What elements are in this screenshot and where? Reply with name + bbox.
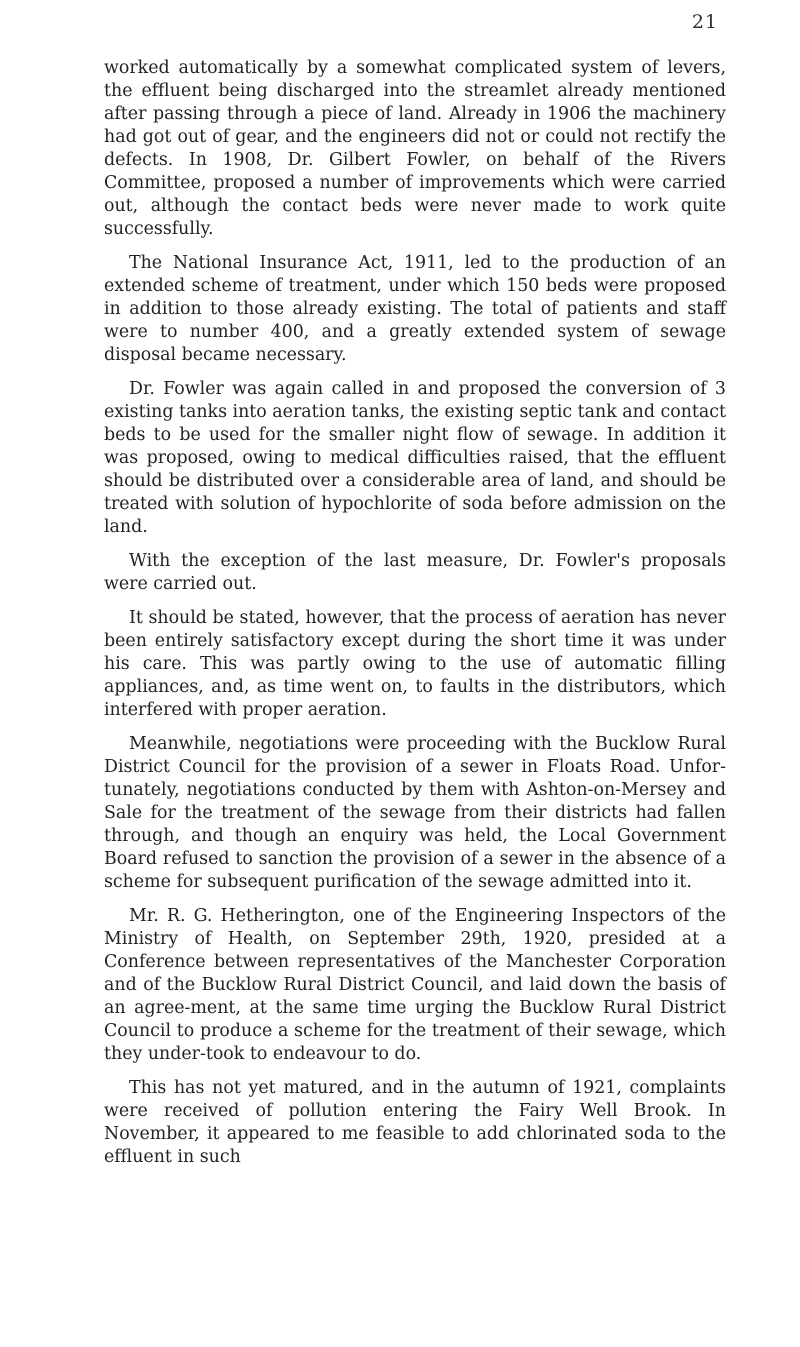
- paragraph-2: The National Insurance Act, 1911, led to the production of an extended scheme of treatment, under which 150 beds were proposed in addition to those already existing. The total of patients and staff were to number 400, and a greatly extended system of sewage disposal became necessary.: [104, 253, 726, 365]
- body-text: [104, 57, 726, 1180]
- paragraph-3: Dr. Fowler was again called in and proposed the conversion of 3 existing tanks into aeration tanks, the existing septic tank and contact beds to be used for the smaller night flow of sewage. In addition it was proposed, owing to medical difficulties raised, that the effluent should be distributed over a considerable area of land, and should be treated with solution of hypochlorite of soda before admission on the land.: [104, 379, 726, 537]
- page-number: 21: [691, 11, 718, 33]
- paragraph-5: It should be stated, however, that the process of aeration has never been entirely satisfactory except during the short time it was under his care. This was partly owing to the use of automatic filling appliances, and, as time went on, to faults in the distributors, which interfered with proper aeration.: [104, 608, 726, 720]
- paragraph-1: worked automatically by a somewhat complicated system of levers, the effluent being discharged into the streamlet already mentioned after passing through a piece of land. Already in 1906 the machinery had got out of gear, and the engineers did not or could not rectify the defects. In 1908, Dr. Gilbert Fowler, on behalf of the Rivers Committee, proposed a number of improvements which were carried out, although the contact beds were never made to work quite successfully.: [104, 58, 726, 239]
- paragraph-4: With the exception of the last measure, Dr. Fowler's proposals were carried out.: [104, 551, 726, 594]
- paragraph-7: Mr. R. G. Hetherington, one of the Engineering Inspectors of the Ministry of Health, on September 29th, 1920, presided at a Conference between representatives of the Manchester Corporation and of the Bucklow Rural District Council, and laid down the basis of an agree-ment, at the same time urging the Bucklow Rural District Council to produce a scheme for the treatment of their sewage, which they under-took to endeavour to do.: [104, 906, 726, 1064]
- paragraph-8: This has not yet matured, and in the autumn of 1921, complaints were received of pollution entering the Fairy Well Brook. In November, it appeared to me feasible to add chlorinated soda to the effluent in such: [104, 1078, 726, 1167]
- paragraph-6: Meanwhile, negotiations were proceeding with the Bucklow Rural District Council for the provision of a sewer in Floats Road. Unfor-tunately, negotiations conducted by them with Ashton-on-Mersey and Sale for the treatment of the sewage from their districts had fallen through, and though an enquiry was held, the Local Government Board refused to sanction the provision of a sewer in the absence of a scheme for subsequent purification of the sewage admitted into it.: [104, 734, 726, 892]
